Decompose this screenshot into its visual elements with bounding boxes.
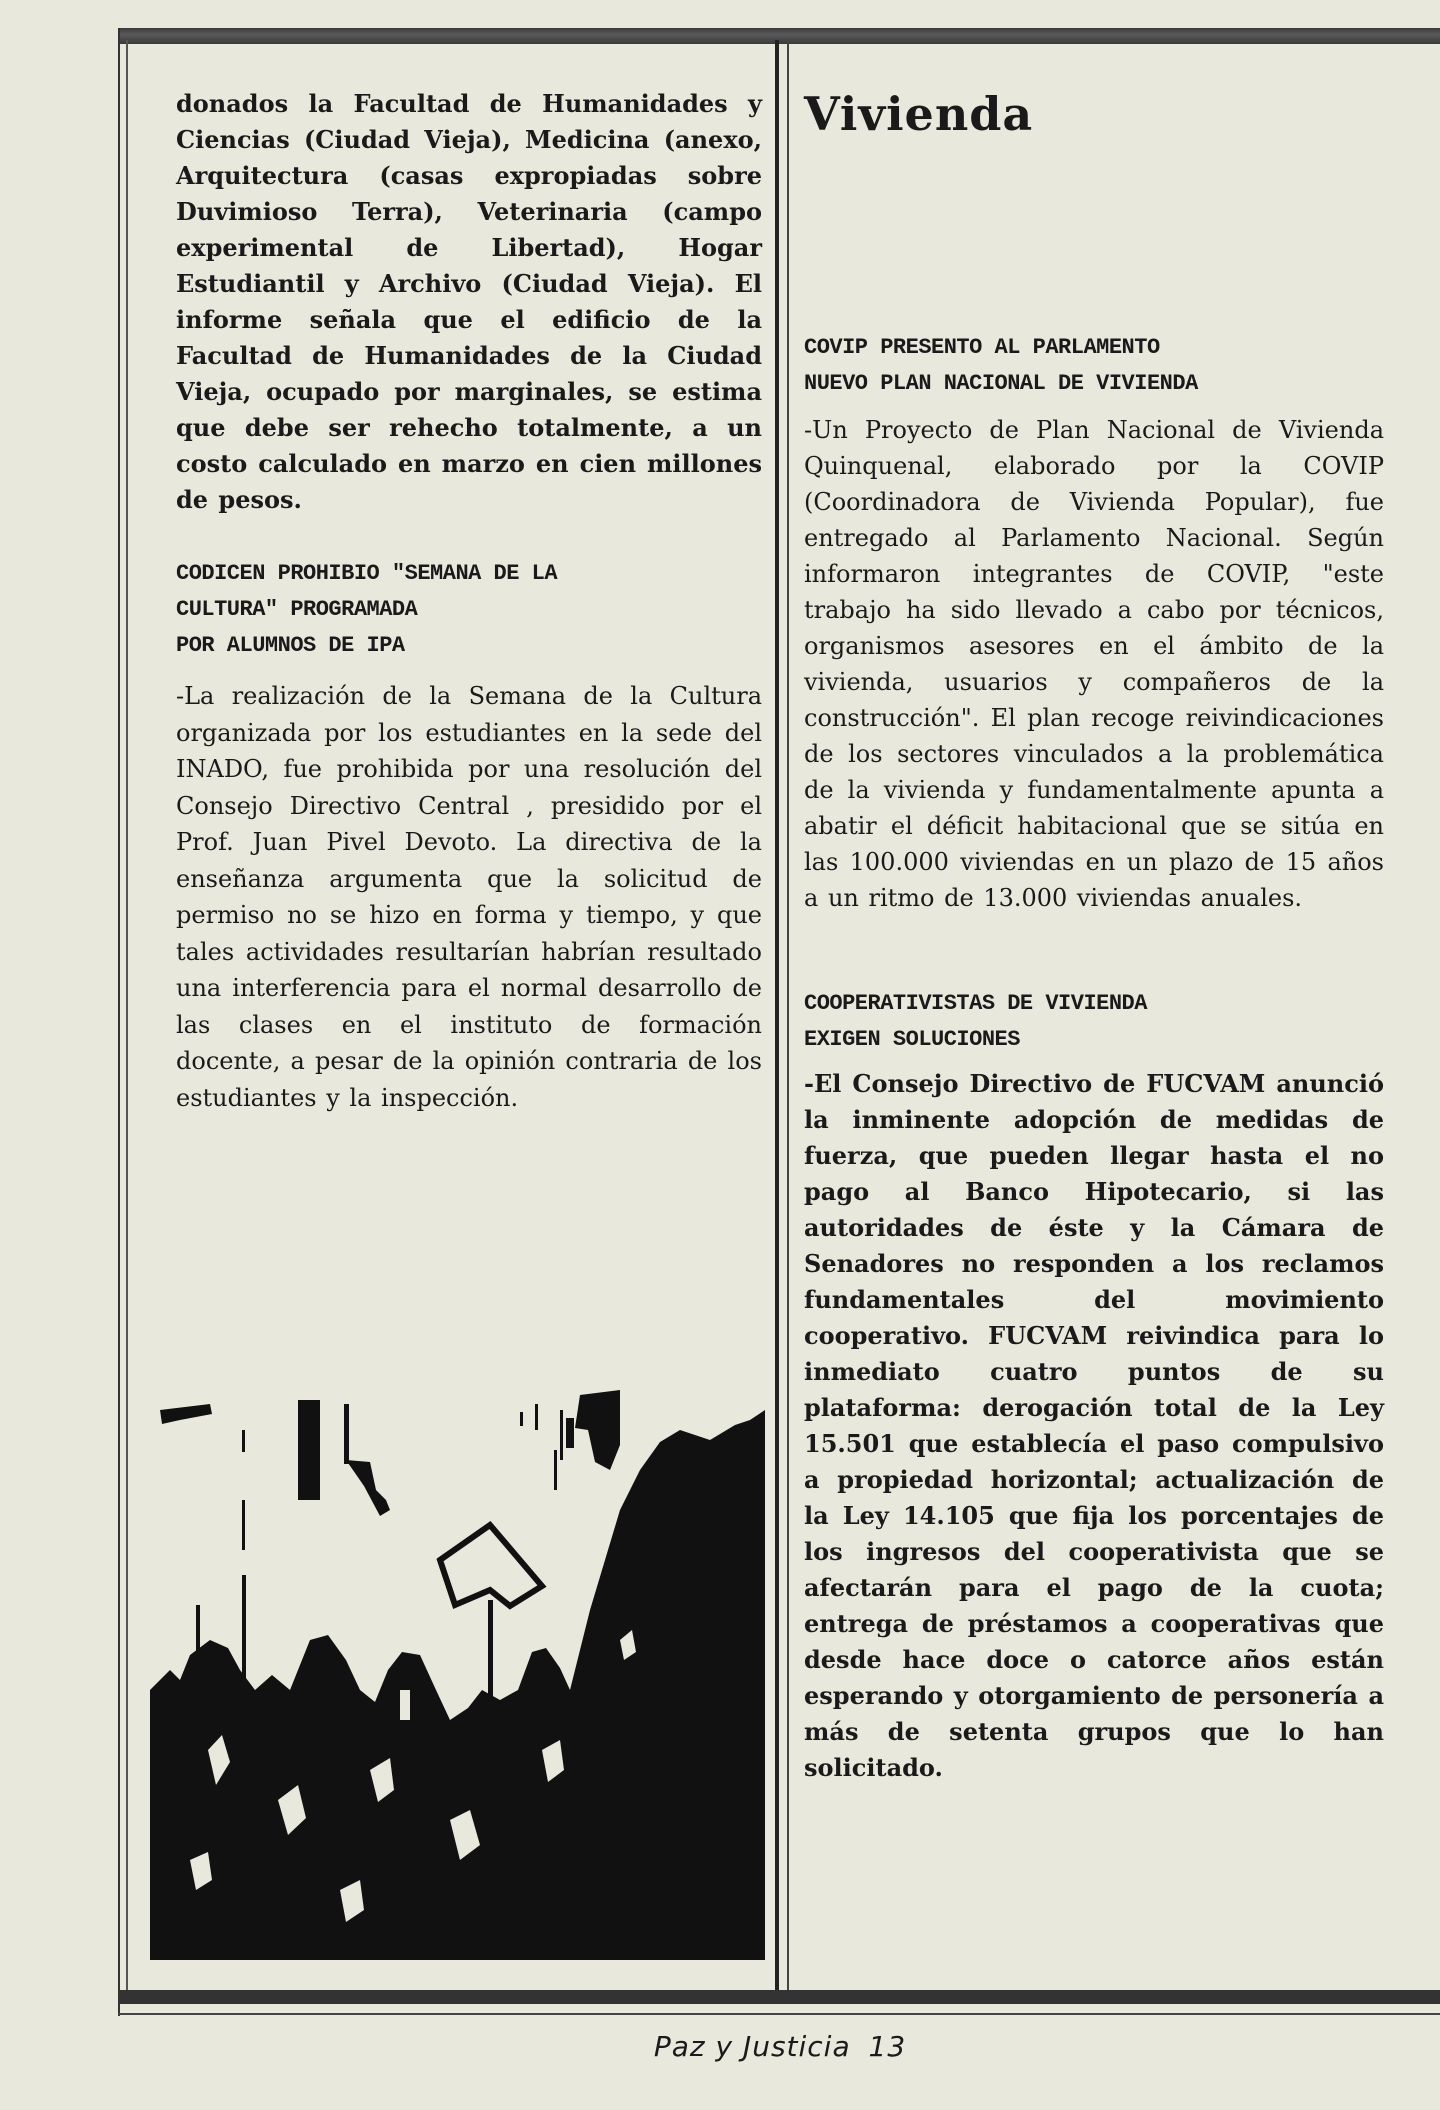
bottom-rule	[118, 1990, 1440, 2004]
intro-paragraph: donados la Facultad de Humanidades y Ciencias (Ciudad Vieja), Medicina (anexo, Arquitectura (casas expropiadas sobre Duvimioso Terra), Veterinaria (campo experimental de Libertad), Hogar Estudiantil y Archivo (Ciudad Vieja). El informe señala que el edificio de la Facultad de Humanidades de la Ciudad Vieja, ocupado por marginales, se estima que debe ser rehecho totalmente, a un costo calculado en marzo en cien millones de pesos.	[176, 89, 762, 514]
outer-left-rule	[118, 28, 120, 2016]
inner-left-rule	[126, 40, 128, 1990]
page-number: 13	[868, 2030, 907, 2063]
right-column	[804, 86, 1384, 1786]
section-title-vivienda: Vivienda	[804, 87, 1034, 141]
column-divider-secondary	[787, 40, 789, 1990]
article-headline-cooperativistas: COOPERATIVISTAS DE VIVIENDA EXIGEN SOLUCIONES	[804, 991, 1147, 1052]
article-body-cooperativistas: -El Consejo Directivo de FUCVAM anunció la inminente adopción de medidas de fuerza, que pueden llegar hasta el no pago al Banco Hipotecario, si las autoridades de éste y la Cámara de Senadores no responden a los reclamos fundamentales del movimiento cooperativo. FUCVAM reivindica para lo inmediato cuatro puntos de su plataforma: derogación total de la Ley 15.501 que establecía el paso compulsivo a propiedad horizontal; actualización de la Ley 14.105 que fija los porcentajes de los ingresos del cooperativista que se afectarán para el pago de la cuota; entrega de préstamos a cooperativas que desde hace doce o catorce años están esperando y otorgamiento de personería a más de setenta grupos que lo han solicitado.	[804, 1069, 1384, 1782]
page-footer	[0, 2030, 1440, 2063]
article-body-codicen: -La realización de la Semana de la Cultura organizada por los estudiantes en la sede del INADO, fue prohibida por una resolución del Consejo Directivo Central , presidido por el Prof. Juan Pivel Devoto. La directiva de la enseñanza argumenta que la solicitud de permiso no se hizo en forma y tiempo, y que tales actividades resultarían habrían resultado una interferencia para el normal desarrollo de las clases en el instituto de formación docente, a pesar de la opinión contraria de los estudiantes y la inspección.	[176, 682, 762, 1112]
article-headline-covip: COVIP PRESENTO AL PARLAMENTO NUEVO PLAN NACIONAL DE VIVIENDA	[804, 335, 1198, 396]
left-column	[176, 86, 762, 1116]
bottom-thin-rule	[118, 2013, 1440, 2015]
protest-photo	[150, 1390, 765, 1960]
column-divider	[775, 40, 779, 1990]
article-body-covip: -Un Proyecto de Plan Nacional de Vivienda Quinquenal, elaborado por la COVIP (Coordinadora de Vivienda Popular), fue entregado al Parlamento Nacional. Según informaron integrantes de COVIP, "este trabajo ha sido llevado a cabo por técnicos, organismos asesores en el ámbito de la vivienda, usuarios y compañeros de la construcción". El plan recoge reivindicaciones de los sectores vinculados a la problemática de la vivienda y fundamentalmente apunta a abatir el déficit habitacional que se sitúa en las 100.000 viviendas en un plazo de 15 años a un ritmo de 13.000 viviendas anuales.	[804, 416, 1384, 912]
top-rule	[118, 28, 1440, 44]
publication-name: Paz y Justicia	[653, 2030, 851, 2063]
article-headline-codicen: CODICEN PROHIBIO "SEMANA DE LA CULTURA" PROGRAMADA POR ALUMNOS DE IPA	[176, 561, 558, 658]
